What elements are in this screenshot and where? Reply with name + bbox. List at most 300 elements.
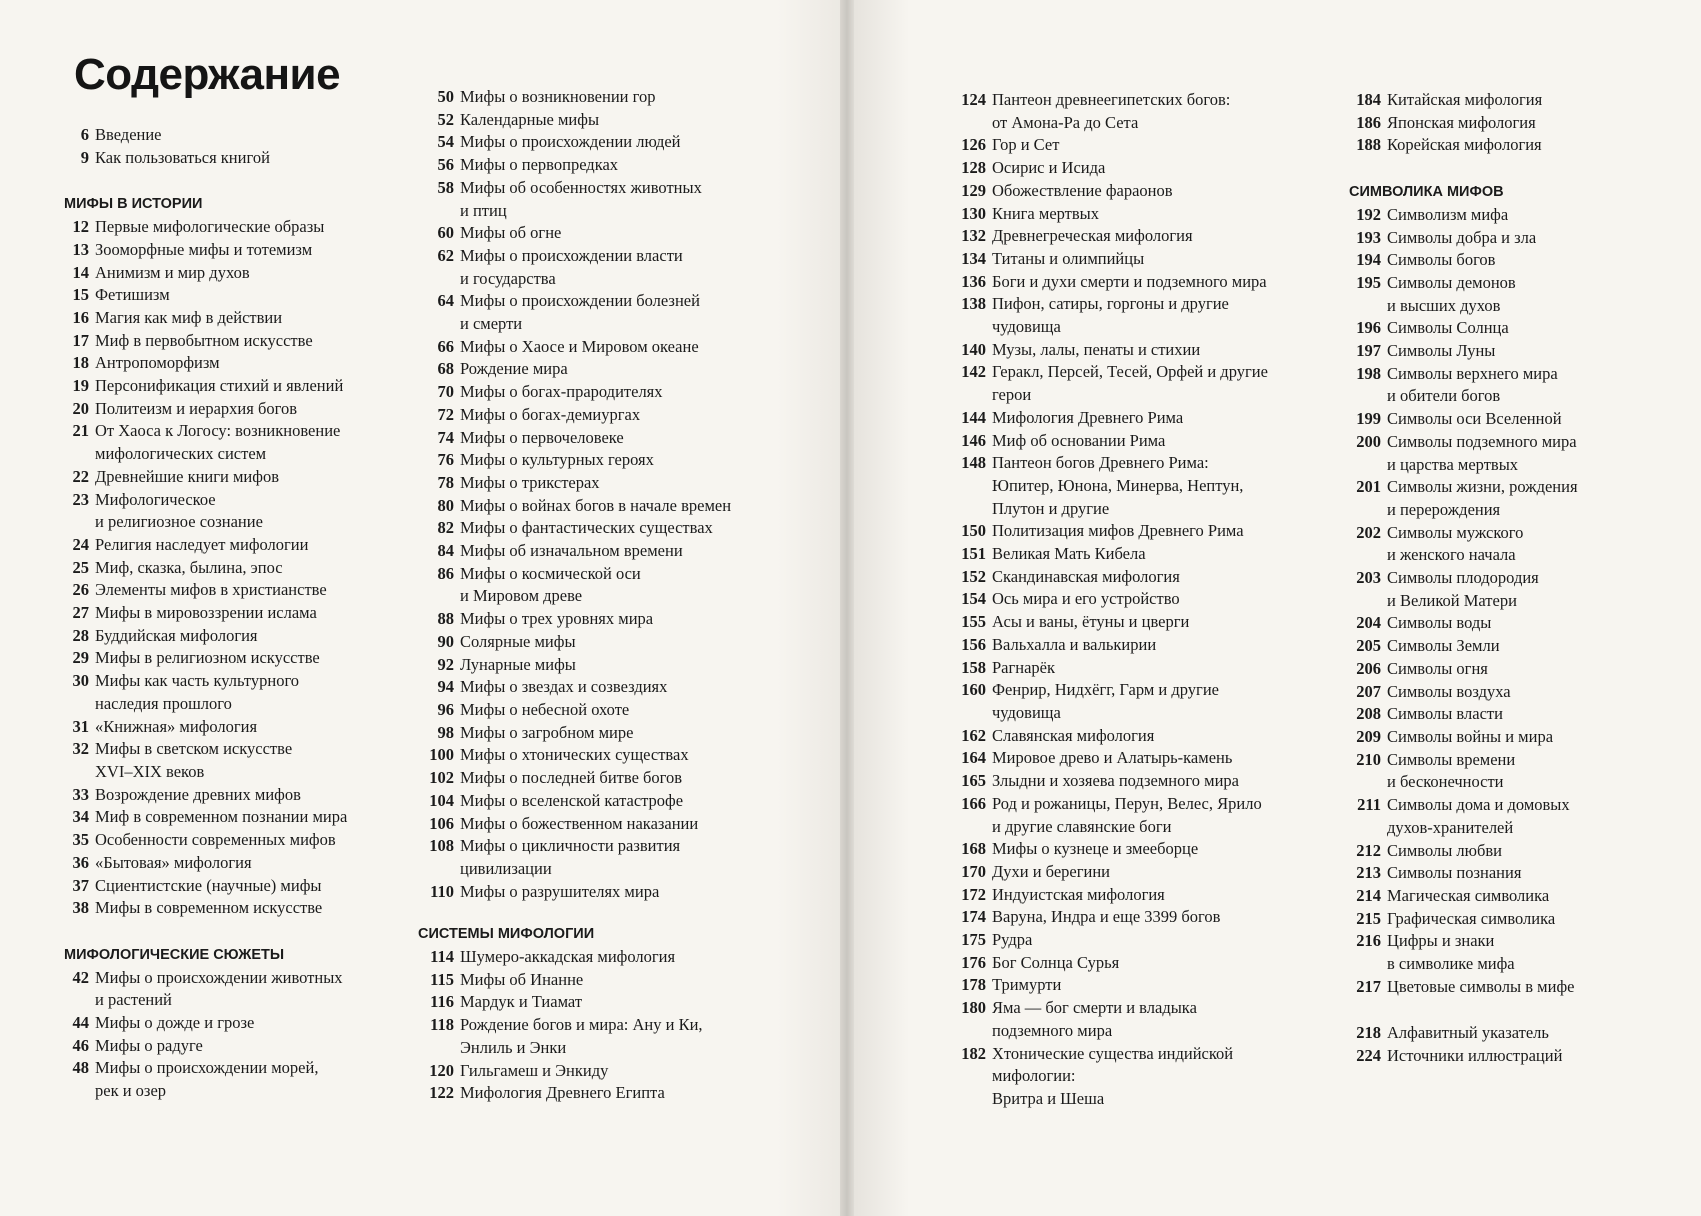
page-number: 217 (1356, 976, 1381, 996)
entry-title (460, 245, 752, 290)
entry-title-line: и государства (460, 268, 556, 288)
entry-title (460, 699, 752, 722)
entry-title-line: Символы демонов (1387, 272, 1516, 292)
page-number: 21 (72, 421, 89, 441)
entry-title-line: Обожествление фараонов (992, 180, 1173, 200)
page-number: 30 (72, 671, 89, 691)
entry-title (95, 1057, 384, 1102)
toc-entry (950, 520, 1310, 543)
entry-title-line: Мифы о разрушителях мира (460, 881, 660, 901)
entry-title-line: Рождение богов и мира: Ану и Ки, (460, 1015, 703, 1035)
toc-entry (950, 543, 1310, 566)
toc-entry (64, 579, 384, 602)
toc-entry (412, 177, 752, 222)
page-title: Содержание (74, 50, 341, 99)
entry-title-line: цивилизации (460, 858, 552, 878)
entry-title-line: Мифы о первочеловеке (460, 427, 624, 447)
entry-title-line: Книга мертвых (992, 203, 1100, 223)
toc-entry (1345, 204, 1675, 227)
toc-entry (64, 1012, 384, 1035)
entry-title (95, 806, 384, 829)
toc-column-2 (412, 86, 752, 1105)
entry-title-line: «Книжная» мифология (95, 716, 258, 736)
toc-entry (64, 967, 384, 1012)
entry-title (992, 543, 1310, 566)
entry-title-line: Мифологическое (95, 489, 216, 509)
toc-entry (412, 222, 752, 245)
entry-title-line: Мардук и Тиамат (460, 992, 583, 1012)
toc-entry (950, 793, 1310, 838)
entry-title-line: Мифы о радуге (95, 1035, 203, 1055)
toc-entry (412, 991, 752, 1014)
toc-entry (64, 262, 384, 285)
entry-title (460, 835, 752, 880)
toc-entry (1345, 885, 1675, 908)
entry-title (1387, 1022, 1675, 1045)
entry-title (95, 738, 384, 783)
entry-title (992, 679, 1310, 724)
page-number: 35 (72, 830, 89, 850)
entry-title (992, 725, 1310, 748)
entry-title-line: Символы воды (1387, 613, 1492, 633)
page-number: 200 (1356, 431, 1381, 451)
toc-entry (64, 784, 384, 807)
toc-entry (950, 906, 1310, 929)
toc-entry (64, 375, 384, 398)
entry-title (992, 566, 1310, 589)
toc-entry (64, 284, 384, 307)
entry-title-line: Символы подземного мира (1387, 431, 1577, 451)
entry-title-line: Символы времени (1387, 749, 1516, 769)
entry-title (460, 495, 752, 518)
entry-title-line: и Великой Матери (1387, 590, 1517, 610)
entry-title (460, 767, 752, 790)
entry-title-line: Символы оси Вселенной (1387, 409, 1562, 429)
entry-title-line: духов-хранителей (1387, 817, 1514, 837)
toc-entry (1345, 431, 1675, 476)
entry-title-line: Мифы о происхождении людей (460, 132, 681, 152)
entry-title (992, 634, 1310, 657)
entry-title (460, 608, 752, 631)
page-number: 115 (430, 969, 454, 989)
page-number: 208 (1356, 704, 1381, 724)
entry-title-line: и перерождения (1387, 499, 1501, 519)
entry-title (95, 534, 384, 557)
page-number: 9 (80, 147, 89, 167)
entry-title-line: Рагнарёк (992, 657, 1056, 677)
entry-title (95, 670, 384, 715)
entry-title-line: рек и озер (95, 1081, 167, 1101)
entry-title (460, 131, 752, 154)
toc-entry (950, 134, 1310, 157)
toc-entry (64, 239, 384, 262)
entry-title (1387, 431, 1675, 476)
toc-entry (412, 1060, 752, 1083)
toc-entry (412, 767, 752, 790)
entry-title (992, 134, 1310, 157)
entry-title-line: Символы Земли (1387, 636, 1500, 656)
entry-title-line: Мифы в светском искусстве (95, 739, 293, 759)
toc-entry (412, 381, 752, 404)
toc-entry (1345, 930, 1675, 975)
toc-entry (64, 1057, 384, 1102)
entry-title (1387, 249, 1675, 272)
entry-title (95, 262, 384, 285)
toc-entry (412, 881, 752, 904)
page-number: 124 (961, 90, 986, 109)
page-number: 195 (1356, 272, 1381, 292)
entry-title (95, 602, 384, 625)
entry-title-line: Пантеон богов Древнего Рима: (992, 453, 1209, 473)
entry-title-line: Мифы о войнах богов в начале времен (460, 495, 732, 515)
toc-entry (950, 770, 1310, 793)
page-number: 204 (1356, 613, 1381, 633)
entry-title (95, 420, 384, 465)
entry-title-line: Мифы о кузнеце и змееборце (992, 839, 1199, 859)
entry-title-line: Мифы о звездах и созвездиях (460, 677, 668, 697)
entry-title-line: Асы и ваны, ётуны и цверги (992, 612, 1190, 632)
entry-title-line: в символике мифа (1387, 954, 1515, 974)
entry-title-line: Плутон и другие (992, 498, 1110, 518)
entry-title-line: Магическая символика (1387, 885, 1550, 905)
entry-title-line: Символы богов (1387, 250, 1496, 270)
entry-title-line: Политеизм и иерархия богов (95, 398, 297, 418)
page-number: 199 (1356, 409, 1381, 429)
entry-title-line: Мифы о культурных героях (460, 450, 654, 470)
page-number: 18 (72, 353, 89, 373)
entry-title-line: Мифы в религиозном искусстве (95, 648, 320, 668)
page-number: 184 (1356, 90, 1381, 109)
toc-entry (412, 835, 752, 880)
entry-title (95, 829, 384, 852)
entry-title-line: и бесконечности (1387, 772, 1504, 792)
toc-entry (412, 699, 752, 722)
page-number: 29 (72, 648, 89, 668)
page-number: 78 (437, 472, 454, 492)
entry-title-line: Мифы о Хаосе и Мировом океане (460, 336, 699, 356)
page-number: 36 (72, 852, 89, 872)
toc-list-systems-continued (950, 89, 1310, 1111)
entry-title-line: Древнегреческая мифология (992, 226, 1193, 246)
entry-title-line: Графическая символика (1387, 908, 1556, 928)
entry-title (460, 449, 752, 472)
entry-title (992, 793, 1310, 838)
entry-title (95, 557, 384, 580)
toc-entry (412, 86, 752, 109)
page-number: 24 (72, 534, 89, 554)
page-number: 120 (429, 1060, 454, 1080)
entry-title-line: Солярные мифы (460, 631, 576, 651)
entry-title (992, 361, 1310, 406)
entry-title (1387, 726, 1675, 749)
entry-title-line: Китайская мифология (1387, 90, 1543, 109)
page-number: 212 (1356, 840, 1381, 860)
page-number: 201 (1356, 477, 1381, 497)
toc-entry (1345, 89, 1675, 112)
entry-title (460, 722, 752, 745)
toc-entry (412, 790, 752, 813)
page-number: 218 (1356, 1023, 1381, 1043)
page-number: 151 (961, 544, 986, 564)
page-number: 23 (72, 489, 89, 509)
entry-title-line: Мифология Древнего Египта (460, 1083, 665, 1103)
entry-title-line: Первые мифологические образы (95, 217, 325, 237)
entry-title (992, 271, 1310, 294)
entry-title (992, 838, 1310, 861)
toc-entry (412, 131, 752, 154)
entry-title-line: Мифы о фантастических существах (460, 518, 713, 538)
toc-entry (950, 180, 1310, 203)
entry-title (460, 991, 752, 1014)
page-number: 104 (429, 790, 454, 810)
entry-title (95, 307, 384, 330)
entry-title-line: Мифы об Инанне (460, 969, 584, 989)
toc-entry (412, 813, 752, 836)
entry-title-line: от Амона-Ра до Сета (992, 112, 1139, 132)
entry-title-line: Геракл, Персей, Тесей, Орфей и другие (992, 362, 1268, 382)
section-heading-history: МИФЫ В ИСТОРИИ (64, 196, 203, 213)
entry-title-line: Шумеро-аккадская мифология (460, 947, 676, 967)
toc-entry (64, 307, 384, 330)
toc-entry (64, 557, 384, 580)
toc-entry (412, 654, 752, 677)
page-number: 148 (961, 453, 986, 473)
toc-entry (1345, 976, 1675, 999)
page-number: 28 (72, 625, 89, 645)
toc-entry (950, 248, 1310, 271)
entry-title (95, 579, 384, 602)
toc-entry (1345, 840, 1675, 863)
entry-title-line: и женского начала (1387, 545, 1516, 565)
toc-column-4 (1345, 89, 1675, 1068)
entry-title (460, 881, 752, 904)
toc-entry (64, 216, 384, 239)
page-number: 196 (1356, 318, 1381, 338)
entry-title-line: и религиозное сознание (95, 512, 263, 532)
entry-title (95, 216, 384, 239)
page-number: 13 (72, 239, 89, 259)
page-number: 215 (1356, 908, 1381, 928)
entry-title (1387, 681, 1675, 704)
toc-entry (64, 489, 384, 534)
page-number: 156 (961, 634, 986, 654)
entry-title-line: Мифы о небесной охоте (460, 699, 630, 719)
page-number: 54 (437, 132, 454, 152)
page-number: 162 (961, 725, 986, 745)
toc-entry (412, 1082, 752, 1105)
toc-entry (950, 884, 1310, 907)
entry-title (95, 398, 384, 421)
toc-entry (412, 631, 752, 654)
entry-title-line: Гильгамеш и Энкиду (460, 1060, 609, 1080)
toc-entry (412, 495, 752, 518)
entry-title (460, 540, 752, 563)
entry-title (992, 974, 1310, 997)
page-number: 46 (72, 1035, 89, 1055)
entry-title-line: От Хаоса к Логосу: возникновение (95, 421, 341, 441)
toc-entry (1345, 862, 1675, 885)
toc-entry (412, 290, 752, 335)
toc-entry (64, 398, 384, 421)
entry-title-line: Мифы о возникновении гор (460, 87, 656, 106)
toc-entry (412, 722, 752, 745)
entry-title-line: Источники иллюстраций (1387, 1046, 1563, 1066)
toc-entry (1345, 635, 1675, 658)
entry-title-line: Символы войны и мира (1387, 726, 1554, 746)
entry-title-line: Возрождение древних мифов (95, 784, 301, 804)
entry-title-line: Элементы мифов в христианстве (95, 580, 327, 600)
entry-title (460, 290, 752, 335)
page-number: 182 (961, 1043, 986, 1063)
entry-title (95, 1012, 384, 1035)
page-number: 48 (72, 1058, 89, 1078)
toc-entry (950, 725, 1310, 748)
page-number: 108 (429, 836, 454, 856)
page-number: 210 (1356, 749, 1381, 769)
page-number: 33 (72, 784, 89, 804)
section-heading-systems: СИСТЕМЫ МИФОЛОГИИ (418, 926, 595, 943)
entry-title-line: и другие славянские боги (992, 816, 1172, 836)
entry-title-line: Лунарные мифы (460, 654, 576, 674)
toc-entry (412, 472, 752, 495)
toc-entry (412, 946, 752, 969)
entry-title (95, 124, 384, 147)
toc-entry (412, 109, 752, 132)
entry-title-line: Сциентистские (научные) мифы (95, 875, 322, 895)
entry-title-line: наследия прошлого (95, 693, 232, 713)
toc-entry (64, 330, 384, 353)
entry-title (992, 339, 1310, 362)
toc-entry (1345, 112, 1675, 135)
entry-title-line: Мифы о трикстерах (460, 472, 600, 492)
toc-entry (950, 679, 1310, 724)
entry-title (95, 784, 384, 807)
page-number: 197 (1356, 341, 1381, 361)
entry-title-line: Мифы об особенностях животных (460, 177, 702, 197)
entry-title-line: Боги и духи смерти и подземного мира (992, 271, 1267, 291)
entry-title (1387, 794, 1675, 839)
page-number: 52 (437, 109, 454, 129)
entry-title (1387, 930, 1675, 975)
entry-title (1387, 885, 1675, 908)
toc-entry (1345, 681, 1675, 704)
entry-title (95, 647, 384, 670)
toc-entry (1345, 363, 1675, 408)
page-number: 15 (72, 285, 89, 305)
page-number: 76 (437, 450, 454, 470)
entry-title-line: Мифы о божественном наказании (460, 813, 699, 833)
toc-entry (1345, 612, 1675, 635)
entry-title-line: Магия как миф в действии (95, 307, 283, 327)
toc-entry (950, 157, 1310, 180)
entry-title-line: Цифры и знаки (1387, 931, 1495, 951)
page-number: 170 (961, 861, 986, 881)
page-number: 176 (961, 952, 986, 972)
toc-entry (1345, 1022, 1675, 1045)
entry-title-line: Символы воздуха (1387, 681, 1511, 701)
page-number: 26 (72, 580, 89, 600)
entry-title (460, 177, 752, 222)
entry-title-line: Мифы о последней битве богов (460, 768, 683, 788)
entry-title (95, 375, 384, 398)
entry-title (992, 657, 1310, 680)
entry-title-line: Вритра и Шеша (992, 1088, 1105, 1108)
page-number: 38 (72, 898, 89, 918)
entry-title-line: герои (992, 385, 1032, 405)
toc-list-systems (412, 946, 752, 1105)
entry-title-line: Особенности современных мифов (95, 830, 336, 850)
toc-entry (412, 449, 752, 472)
toc-entry (950, 747, 1310, 770)
entry-title (95, 897, 384, 920)
entry-title-line: «Бытовая» мифология (95, 852, 252, 872)
entry-title-line: Осирис и Исида (992, 158, 1106, 178)
entry-title (1387, 1045, 1675, 1068)
page-number: 68 (437, 359, 454, 379)
toc-entry (950, 588, 1310, 611)
entry-title-line: Зооморфные мифы и тотемизм (95, 239, 313, 259)
toc-entry (1345, 567, 1675, 612)
toc-list-systems-end (1345, 89, 1675, 157)
toc-column-3 (950, 89, 1310, 1111)
entry-title-line: Мифы в современном искусстве (95, 898, 323, 918)
page-number: 206 (1356, 658, 1381, 678)
entry-title-line: Гор и Сет (992, 135, 1060, 155)
entry-title (992, 520, 1310, 543)
entry-title-line: Варуна, Индра и еще 3399 богов (992, 907, 1221, 927)
entry-title-line: Символы Солнца (1387, 318, 1509, 338)
page-number: 160 (961, 680, 986, 700)
page-number: 188 (1356, 135, 1381, 155)
page-number: 154 (961, 589, 986, 609)
entry-title-line: Мифы о цикличности развития (460, 836, 681, 856)
entry-title (992, 407, 1310, 430)
page-number: 42 (72, 967, 89, 987)
page-number: 142 (961, 362, 986, 382)
toc-entry (1345, 408, 1675, 431)
entry-title (460, 86, 752, 109)
entry-title-line: Пантеон древнеегипетских богов: (992, 90, 1231, 109)
entry-title-line: Фенрир, Нидхёгг, Гарм и другие (992, 680, 1219, 700)
page-number: 82 (437, 518, 454, 538)
toc-list-intro (64, 124, 384, 169)
page-number: 96 (437, 699, 454, 719)
book-gutter (840, 0, 854, 1216)
page-number: 122 (429, 1083, 454, 1103)
entry-title (460, 427, 752, 450)
entry-title (1387, 408, 1675, 431)
entry-title-line: Миф в первобытном искусстве (95, 330, 313, 350)
entry-title (992, 588, 1310, 611)
toc-entry (64, 670, 384, 715)
entry-title-line: Символы познания (1387, 863, 1522, 883)
toc-entry (950, 293, 1310, 338)
page-number: 118 (430, 1015, 454, 1035)
entry-title-line: Мифы о богах-прародителях (460, 382, 663, 402)
entry-title (460, 676, 752, 699)
entry-title (992, 203, 1310, 226)
entry-title-line: и царства мертвых (1387, 454, 1519, 474)
toc-entry (64, 897, 384, 920)
page-number: 22 (72, 466, 89, 486)
page-number: 102 (429, 768, 454, 788)
entry-title-line: Миф, сказка, былина, эпос (95, 557, 283, 577)
page-number: 175 (961, 930, 986, 950)
entry-title-line: Рождение мира (460, 359, 568, 379)
toc-entry (64, 147, 384, 170)
toc-entry (412, 676, 752, 699)
entry-title-line: Юпитер, Юнона, Минерва, Нептун, (992, 475, 1244, 495)
